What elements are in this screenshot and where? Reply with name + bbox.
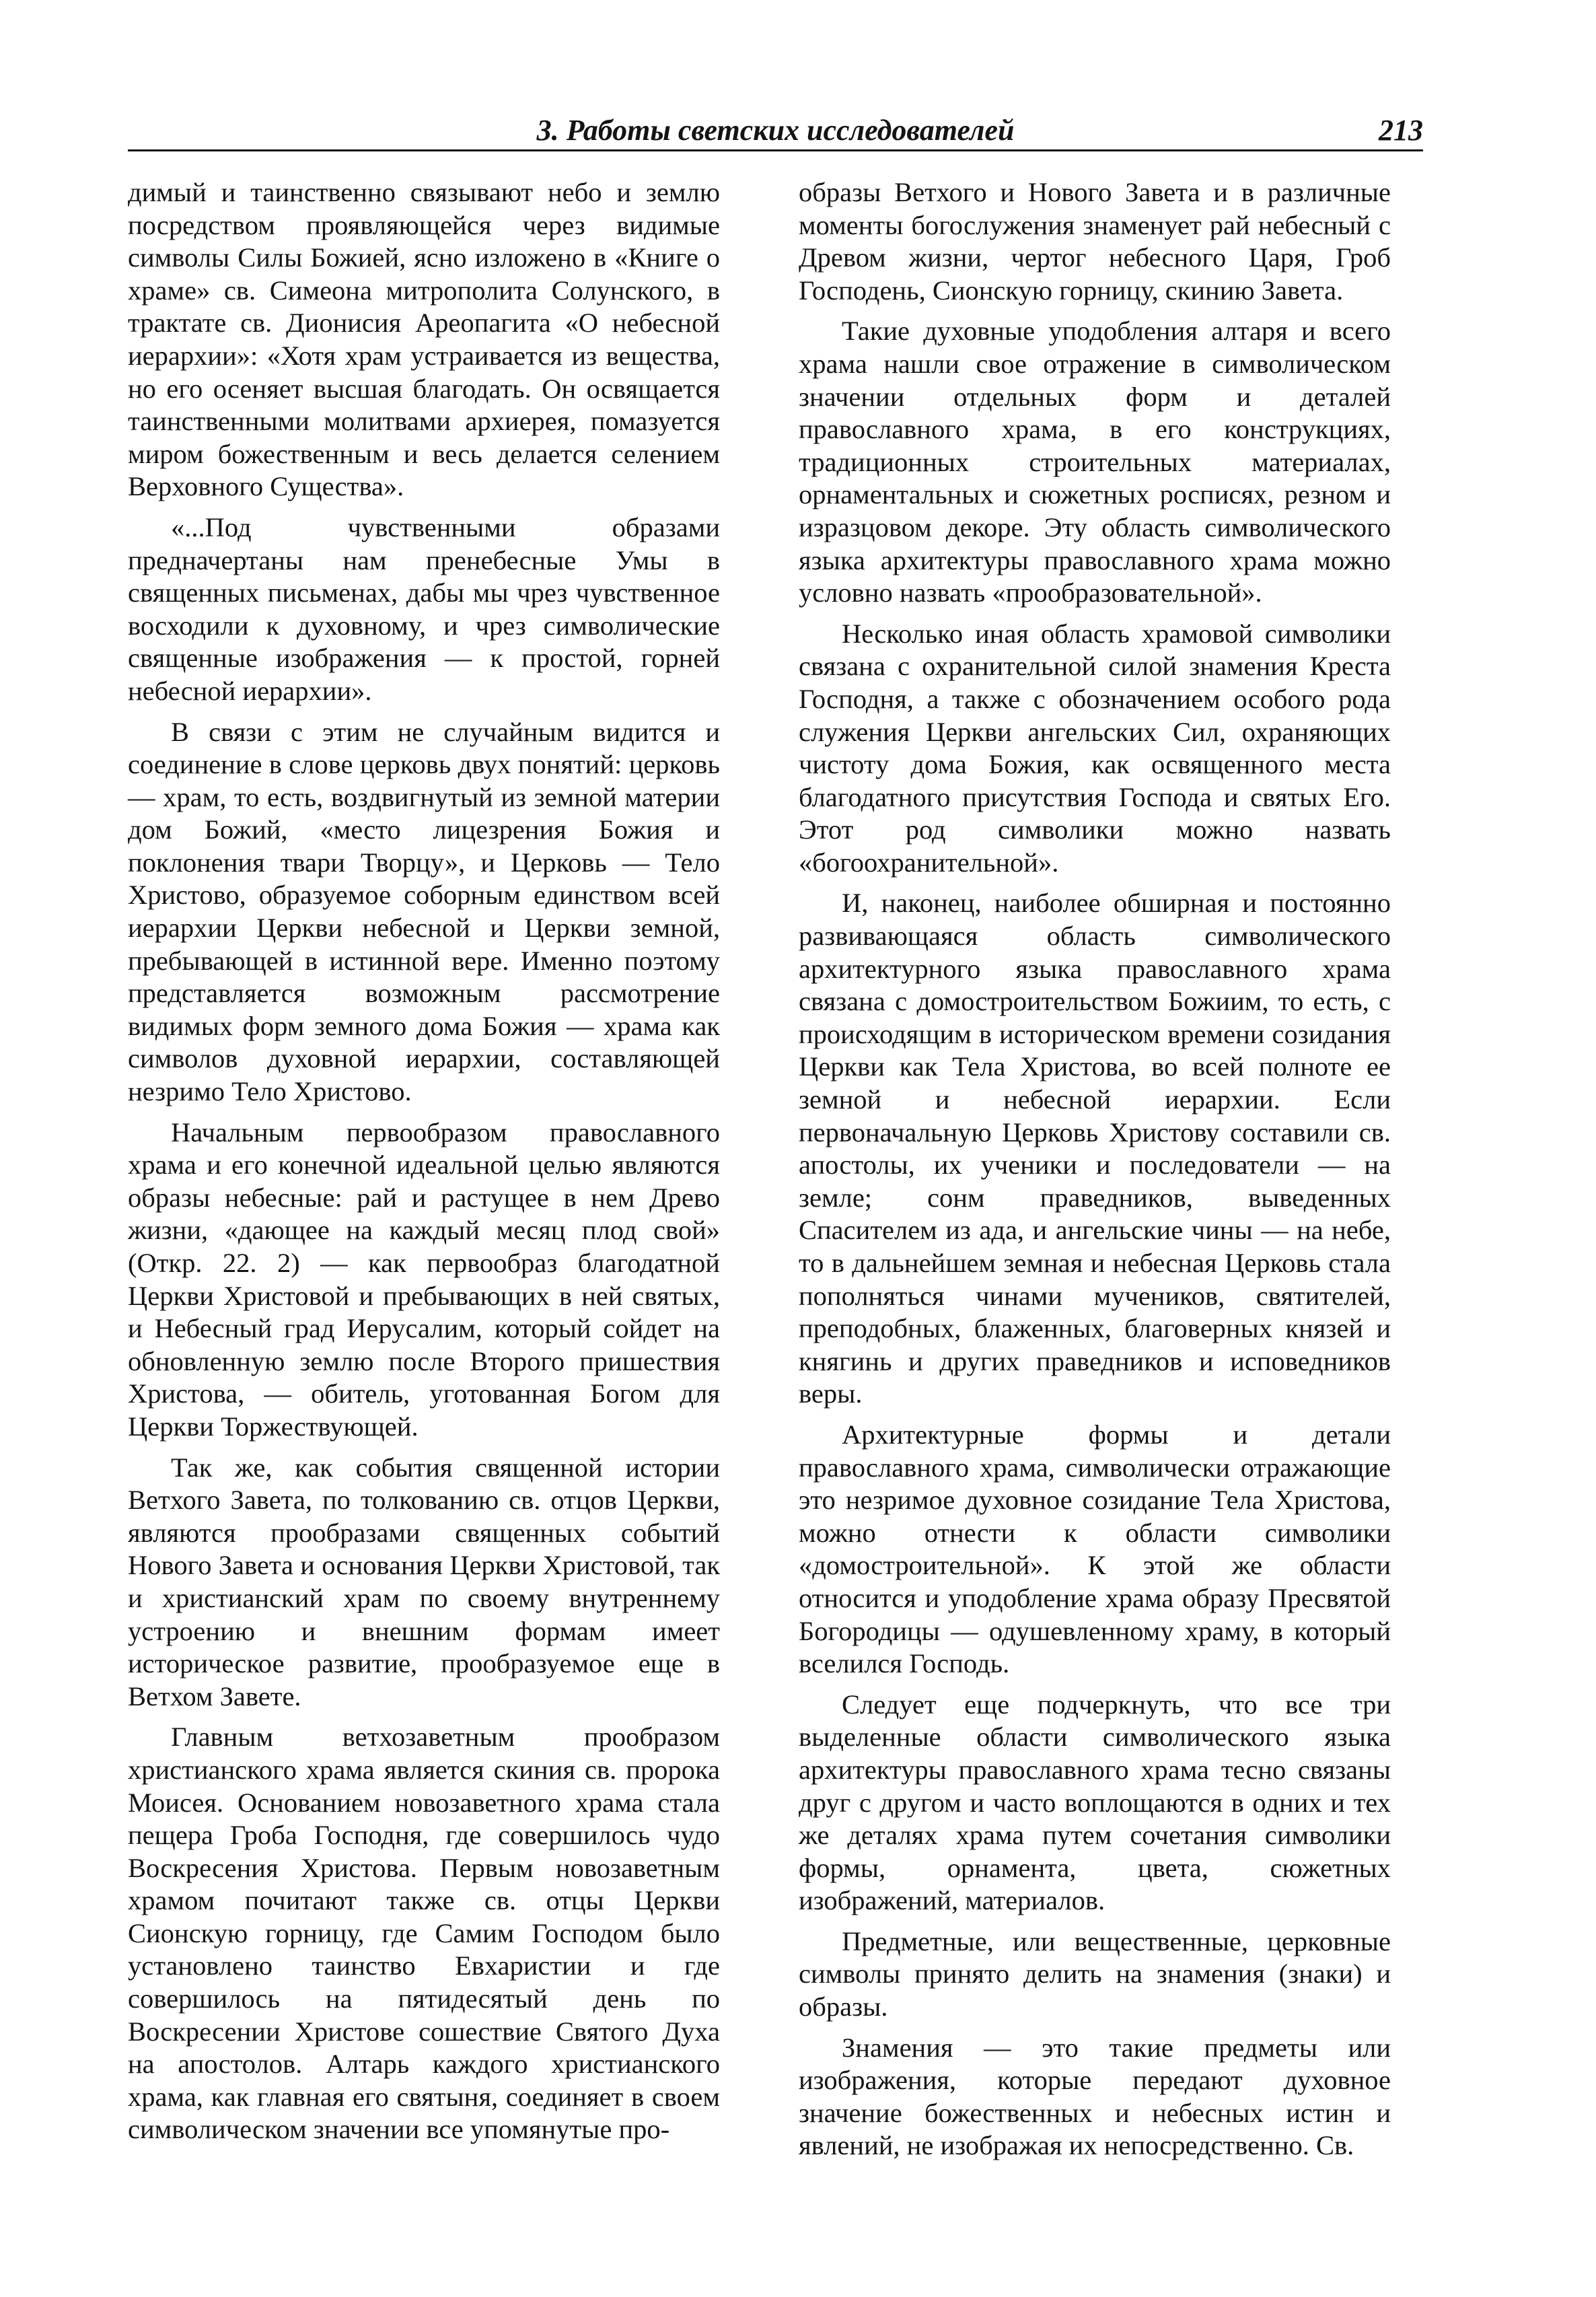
paragraph: Такие духовные уподобления алтаря и всего храма нашли свое отражение в символическом значении отдельных форм и деталей православного храма, в его конструкциях, традиционных строительных материалах, орнаментальных и сюжетных росписях, резном и изразцовом декоре. Эту область символического языка архитектуры православного храма можно условно назвать «прообразовательной».: [799, 316, 1391, 608]
paragraph: образы Ветхого и Нового Завета и в различные моменты богослужения знаменует рай небесный с Древом жизни, чертог небесного Царя, Гроб Господень, Сионскую горницу, скинию Завета.: [799, 177, 1391, 306]
paragraph: «...Под чувственными образами предначертаны нам пренебесные Умы в священных письменах, дабы мы чрез чувственное восходили к духовному, и чрез символические священные изображения — к простой, горней небесной иерархии».: [128, 511, 720, 706]
paragraph: И, наконец, наиболее обширная и постоянно развивающаяся область символического архитектурного языка православного храма связана с домостроительством Божиим, то есть, с происходящим в историческом времени созидания Церкви как Тела Христова, во всей полноте ее земной и небесной иерархии. Если первоначальную Церковь Христову составили св. апостолы, их ученики и последователи — на земле; сонм праведников, выведенных Спасителем из ада, и ангельские чины — на небе, то в дальнейшем земная и небесная Церковь стала пополняться чинами мучеников, святителей, преподобных, блаженных, благоверных князей и княгинь и других праведников и исповедников веры.: [799, 888, 1391, 1409]
paragraph: Так же, как события священной истории Ветхого Завета, по толкованию св. отцов Церкви, являются прообразами священных событий Нового Завета и основания Церкви Христовой, так и христианский храм по своему внутреннему устроению и внешним формам имеет историческое развитие, прообразуемое еще в Ветхом Завете.: [128, 1452, 720, 1711]
paragraph: В связи с этим не случайным видится и соединение в слове церковь двух понятий: церковь — храм, то есть, воздвигнутый из земной материи дом Божий, «место лицезрения Божия и поклонения твари Творцу», и Церковь — Тело Христово, образуемое соборным единством всей иерархии Церкви небесной и Церкви земной, пребывающей в истинной вере. Именно поэтому представляется возможным рассмотрение видимых форм земного дома Божия — храма как символов духовной иерархии, составляющей незримо Тело Христово.: [128, 716, 720, 1107]
paragraph: Начальным первообразом православного храма и его конечной идеальной целью являются образы небесные: рай и растущее в нем Древо жизни, «дающее на каждый месяц плод свой» (Откр. 22. 2) — как первообраз благодатной Церкви Христовой и пребывающих в ней святых, и Небесный град Иерусалим, который сойдет на обновленную землю после Второго пришествия Христова, — обитель, уготованная Богом для Церкви Торжествующей.: [128, 1117, 720, 1442]
page-number: 213: [1379, 114, 1423, 147]
running-header: [128, 108, 1423, 151]
paragraph: Архитектурные формы и детали православного храма, символически отражающие это незримое духовное созидание Тела Христова, можно отнести к области символики «домостроительной». К этой же области относится и уподобление храма образу Пресвятой Богородицы — одушевленному храму, в который вселился Господь.: [799, 1419, 1391, 1679]
left-column: [128, 176, 720, 2154]
paragraph: Следует еще подчеркнуть, что все три выделенные области символического языка архитектуры православного храма тесно связаны друг с другом и часто воплощаются в одних и тех же деталях храма путем сочетания символики формы, орнамента, цвета, сюжетных изображений, материалов.: [799, 1689, 1391, 1916]
paragraph: Главным ветхозаветным прообразом христианского храма является скиния св. пророка Моисея. Основанием новозаветного храма стала пещера Гроба Господня, где совершилось чудо Воскресения Христова. Первым новозаветным храмом почитают также св. отцы Церкви Сионскую горницу, где Самим Господом было установлено таинство Евхаристии и где совершилось на пятидесятый день по Воскресении Христове сошествие Святого Духа на апостолов. Алтарь каждого христианского храма, как главная его святыня, соединяет в своем символическом значении все упомянутые про-: [128, 1722, 720, 2145]
paragraph: Несколько иная область храмовой символики связана с охранительной силой знамения Креста Господня, а также с обозначением особого рода служения Церкви ангельских Сил, охраняющих чистоту дома Божия, как освященного места благодатного присутствия Господа и святых Его. Этот род символики можно назвать «богоохранительной».: [799, 618, 1391, 878]
paragraph: Знамения — это такие предметы или изображения, которые передают духовное значение божественных и небесных истин и явлений, не изображая их непосредственно. Св.: [799, 2032, 1391, 2161]
paragraph: Предметные, или вещественные, церковные символы принято делить на знамения (знаки) и образы.: [799, 1925, 1391, 2022]
right-column: [799, 176, 1391, 2170]
paragraph: димый и таинственно связывают небо и землю посредством проявляющейся через видимые символы Силы Божией, ясно изложено в «Книге о храме» св. Симеона митрополита Солунского, в трактате св. Дионисия Ареопагита «О небесной иерархии»: «Хотя храм устраивается из вещества, но его осеняет высшая благодать. Он освящается таинственными молитвами архиерея, помазуется миром божественным и весь делается селением Верховного Существа».: [128, 177, 720, 502]
chapter-title: 3. Работы светских исследователей: [536, 114, 1015, 147]
header-divider: [128, 149, 1423, 151]
